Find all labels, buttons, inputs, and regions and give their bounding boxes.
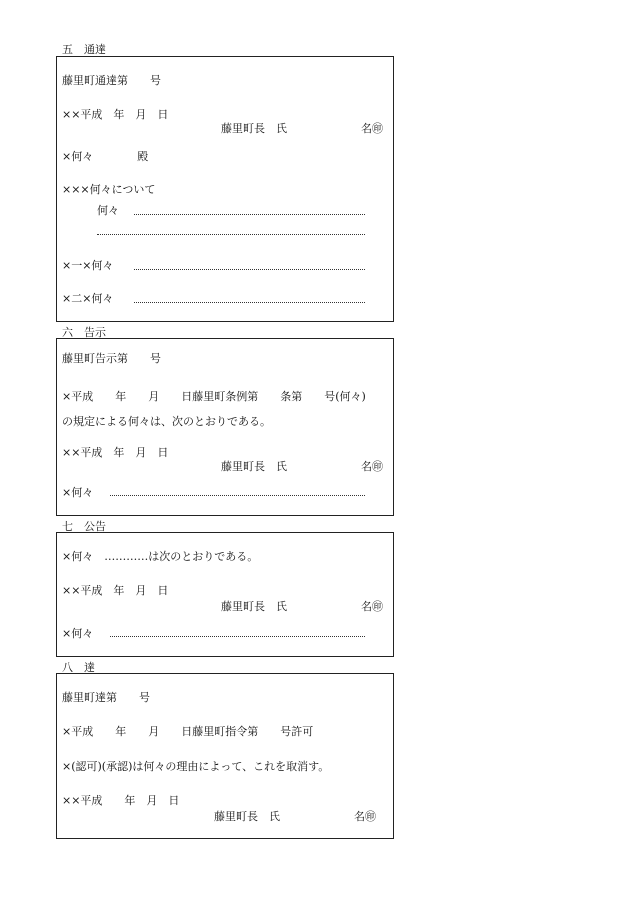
seal-mark: 名㊞ <box>361 460 383 473</box>
section-6-heading: 六 告示 <box>62 326 106 339</box>
date-line: ××平成 年 月 日 <box>62 794 180 807</box>
signer: 藤里町長 氏 <box>221 600 287 613</box>
notice-number-line: 藤里町通達第 号 <box>62 74 161 87</box>
item-line: ×何々 <box>62 627 94 640</box>
sub-item-2: ×二×何々 <box>62 292 114 305</box>
subject-line: ×××何々について <box>62 183 156 196</box>
body-line-2: ×(認可)(承認)は何々の理由によって、これを取消す。 <box>62 760 330 773</box>
dotted-leader <box>134 214 365 215</box>
section-8-heading: 八 達 <box>62 661 95 674</box>
section-8-box <box>56 673 394 839</box>
dotted-leader <box>97 234 365 235</box>
section-7-box <box>56 532 394 657</box>
dotted-leader <box>134 269 365 270</box>
body-line: ×何々 …………は次のとおりである。 <box>62 550 259 563</box>
item-label: 何々 <box>97 204 119 217</box>
seal-mark: 名㊞ <box>354 810 376 823</box>
signer: 藤里町長 氏 <box>214 810 280 823</box>
section-5-box <box>56 56 394 322</box>
addressee: ×何々 殿 <box>62 150 149 163</box>
body-line-1: ×平成 年 月 日藤里町指令第 号許可 <box>62 725 314 738</box>
notice-number-line: 藤里町告示第 号 <box>62 352 161 365</box>
body-line-1: ×平成 年 月 日藤里町条例第 条第 号(何々) <box>62 390 366 403</box>
dotted-leader <box>110 636 365 637</box>
section-5-heading: 五 通達 <box>62 43 106 56</box>
signer: 藤里町長 氏 <box>221 460 287 473</box>
seal-mark: 名㊞ <box>361 600 383 613</box>
signer: 藤里町長 氏 <box>221 122 287 135</box>
section-7-heading: 七 公告 <box>62 520 106 533</box>
body-line-2: の規定による何々は、次のとおりである。 <box>62 415 271 428</box>
item-line: ×何々 <box>62 486 94 499</box>
section-6-box <box>56 338 394 516</box>
notice-number-line: 藤里町達第 号 <box>62 691 150 704</box>
date-line: ××平成 年 月 日 <box>62 584 169 597</box>
date-line: ××平成 年 月 日 <box>62 446 169 459</box>
dotted-leader <box>134 302 365 303</box>
sub-item-1: ×一×何々 <box>62 259 114 272</box>
dotted-leader <box>110 495 365 496</box>
date-line: ××平成 年 月 日 <box>62 108 169 121</box>
seal-mark: 名㊞ <box>361 122 383 135</box>
